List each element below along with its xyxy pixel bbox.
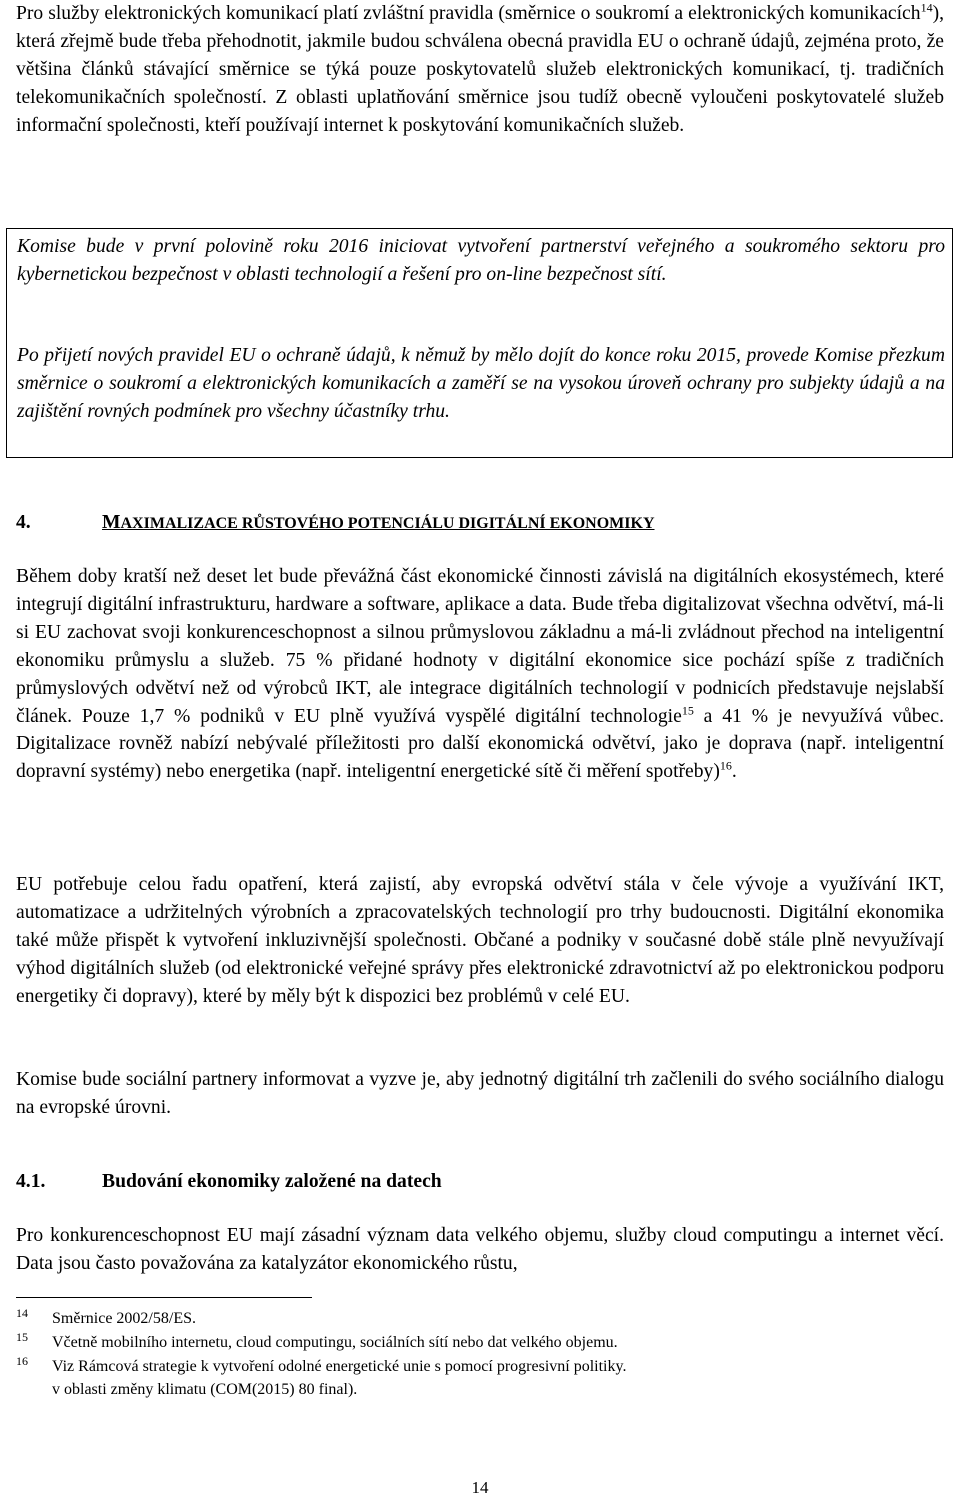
page-number: 14	[471, 1478, 489, 1497]
intro-paragraph	[16, 0, 944, 140]
section-4-title	[102, 512, 655, 533]
section-4-1-paragraph-1: Pro konkurenceschopnost EU mají zásadní význam data velkého objemu, služby cloud computingu a internet věcí. Data jsou často považována za katalyzátor ekonomického růstu,	[16, 1225, 944, 1274]
footnote-ref-15[interactable]: 15	[681, 703, 694, 717]
intro-text-b: ), která zřejmě bude třeba přehodnotit, jakmile budou schválena obecná pravidla EU o ochraně údajů, zejména proto, že většina článků stávající směrnice se týká pouze poskytovatelů služeb elektronických komunikací, tj. tradičních telekomunikačních společností. Z oblasti uplatňování směrnice jsou tudíž obecně vyloučeni poskytovatelé služeb informační společnosti, kteří používají internet k poskytování komunikačních služeb.	[16, 3, 944, 136]
section-4-1-title: Budování ekonomiky založené na datech	[102, 1171, 442, 1192]
section-4-title-rest: AXIMALIZACE RŮSTOVÉHO POTENCIÁLU DIGITÁLNÍ EKONOMIKY	[120, 515, 655, 532]
footnote-divider	[16, 1297, 312, 1298]
footnote-14-text: Směrnice 2002/58/ES.	[52, 1310, 196, 1327]
footnote-16-continuation: v oblasti změny klimatu (COM(2015) 80 final).	[52, 1381, 358, 1398]
footnote-16-text: Viz Rámcová strategie k vytvoření odolné energetické unie s pomocí progresivní politiky.	[52, 1358, 627, 1375]
section-4-1-heading	[16, 1171, 442, 1193]
section-4-paragraph-3: Komise bude sociální partnery informovat a vyzve je, aby jednotný digitální trh začlenili do svého sociálního dialogu na evropské úrovni.	[16, 1069, 944, 1118]
footnote-16: 16 Viz Rámcová strategie k vytvoření odolné energetické unie s pomocí progresivní politiky.	[16, 1353, 627, 1375]
s4p1-text-b: a 41 % je nevyužívá vůbec. Digitalizace rovněž nabízí nebývalé příležitosti pro další ekonomická odvětví, jako je doprava (např. inteligentní dopravní systémy) nebo energetika (např. inteligentní energetické sítě či měření spotřeby)	[16, 705, 945, 783]
footnote-ref-16[interactable]: 16	[719, 758, 732, 773]
footnote-15-text: Včetně mobilního internetu, cloud computingu, sociálních sítí nebo dat velkého objemu.	[52, 1334, 618, 1351]
section-4-1-number: 4.1.	[16, 1171, 46, 1192]
box-paragraph-1: Komise bude v první polovině roku 2016 iniciovat vytvoření partnerství veřejného a soukromého sektoru pro kybernetickou bezpečnost v oblasti technologií a řešení pro on-line bezpečnost sítí.	[17, 236, 945, 285]
s4p1-text-c: .	[731, 761, 737, 783]
intro-text-a: Pro služby elektronických komunikací platí zvláštní pravidla (směrnice o soukromí a elektronických komunikacích	[16, 3, 921, 24]
section-4-paragraph-2: EU potřebuje celou řadu opatření, která zajistí, aby evropská odvětví stála v čele vývoje a využívání IKT, automatizace a udržitelných výrobních a zpracovatelských technologií pro trhy budoucnosti. Digitální ekonomika také může přispět k vytvoření inkluzivnější společnosti. Občané a podniky v současné době stále plně nevyužívají výhod digitálních služeb (od elektronické veřejné správy přes elektronické zdravotnictví až po elektronickou podporu energetiky či dopravy), které by měly být k dispozici bez problémů v celé EU.	[16, 874, 944, 1007]
section-4-paragraph-1	[16, 563, 944, 786]
footnote-15: 15 Včetně mobilního internetu, cloud computingu, sociálních sítí nebo dat velkého objemu.	[16, 1329, 618, 1351]
s4p1-text-a: Během doby kratší než deset let bude převážná část ekonomické činnosti závislá na digitálních ekosystémech, které integrují digitální infrastrukturu, hardware a software, aplikace a data. Bude třeba digitalizovat všechna odvětví, má-li si EU zachovat svoji konkurenceschopnost a silnou průmyslovou základnu a má-li zvládnout přechod na inteligentní ekonomiku průmyslu a služeb. 75 % přidané hodnoty v digitální ekonomice sice pochází spíše z tradičních průmyslových odvětví než od výrobců IKT, ale integrace digitálních technologií v podnicích představuje nejslabší článek. Pouze 1,7 % podniků v EU plně využívá vyspělé digitální technologie	[16, 566, 944, 727]
action-box	[6, 228, 953, 458]
section-4-title-initial: M	[102, 512, 121, 533]
footnote-14: 14 Směrnice 2002/58/ES.	[16, 1305, 196, 1327]
box-paragraph-2: Po přijetí nových pravidel EU o ochraně údajů, k němuž by mělo dojít do konce roku 2015, provede Komise přezkum směrnice o soukromí a elektronických komunikacích a zaměří se na vysokou úroveň ochrany pro subjekty údajů a na zajištění rovných podmínek pro všechny účastníky trhu.	[17, 345, 945, 422]
footnote-ref-14[interactable]: 14	[920, 0, 933, 15]
section-4-number: 4.	[16, 512, 31, 533]
section-4-heading	[16, 512, 655, 534]
